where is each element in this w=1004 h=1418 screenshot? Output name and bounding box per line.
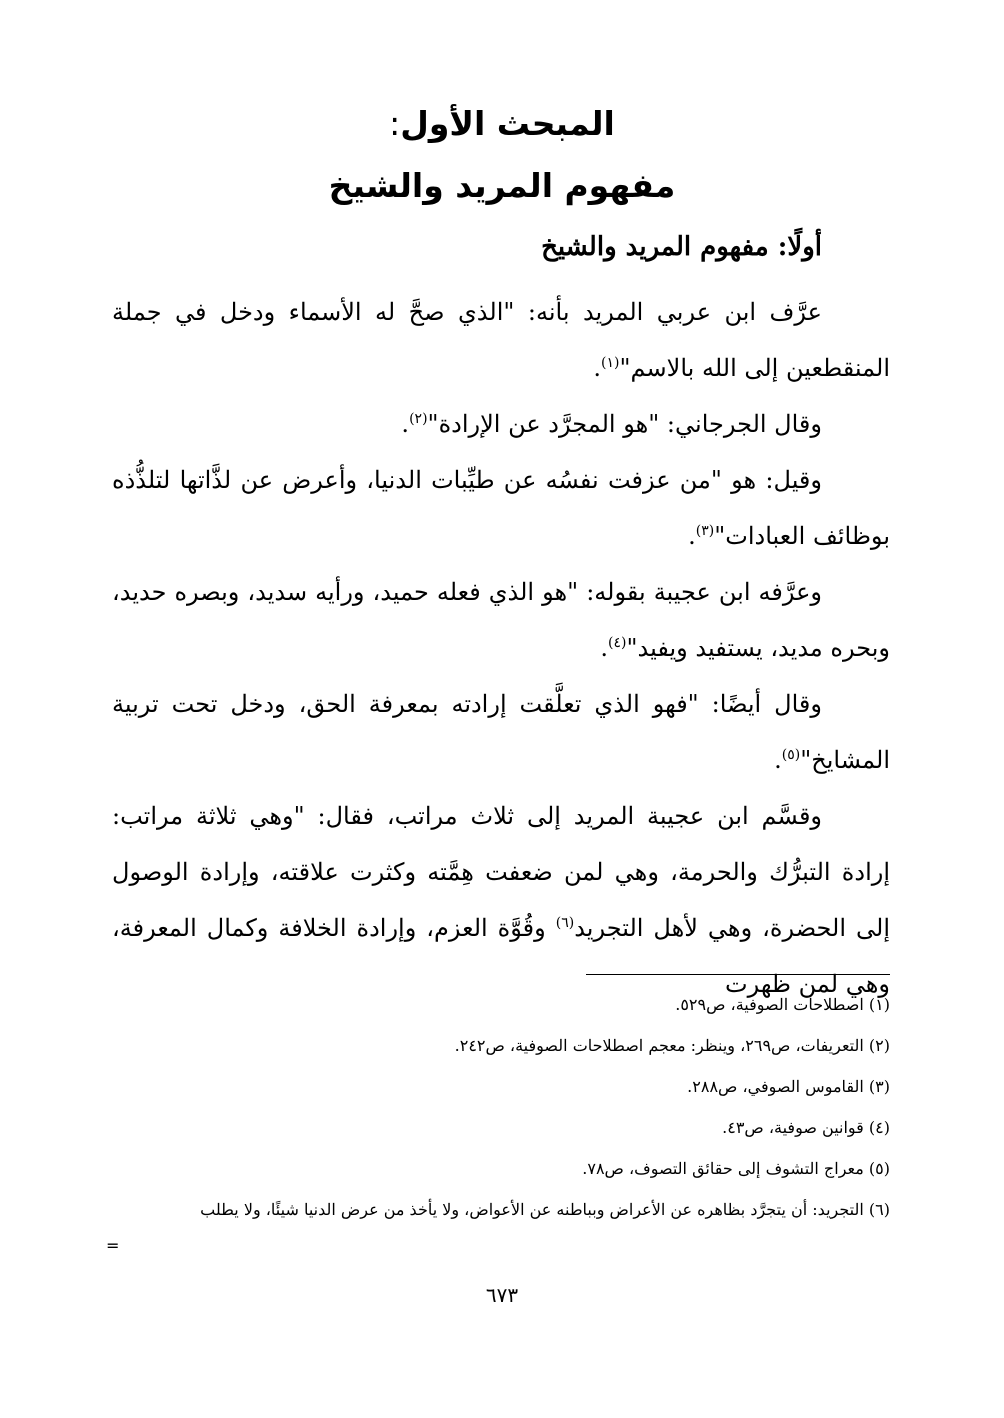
paragraph-tail: . [593, 354, 602, 382]
paragraph-2 [112, 396, 890, 452]
paragraph-text: عرَّف ابن عربي المريد بأنه: "الذي صحَّ له الأسماء ودخل في جملة المنقطعين إلى الله بالاسم" [112, 298, 890, 382]
paragraph-text: وقال الجرجاني: "هو المجرَّد عن الإرادة" [427, 410, 822, 438]
paragraph-text: وعرَّفه ابن عجيبة بقوله: "هو الذي فعله حميد، ورأيه سديد، وبصره حديد، وبحره مديد، يستفيد ويفيد" [112, 578, 890, 662]
paragraph-tail: . [688, 522, 696, 550]
footnote-4: (٤) قوانين صوفية، ص٤٣. [722, 1118, 890, 1137]
paragraph-tail: . [774, 746, 782, 774]
paragraph-1 [112, 284, 890, 396]
paragraph-text: وقال أيضًا: "فهو الذي تعلَّقت إرادته بمعرفة الحق، ودخل تحت تربية المشايخ" [112, 690, 890, 774]
section-label: المبحث الأول [400, 104, 615, 143]
footnote-divider [586, 974, 890, 975]
page-title: مفهوم المريد والشيخ [328, 166, 676, 205]
paragraph-text: وقسَّم ابن عجيبة المريد إلى ثلاث مراتب، فقال: "وهي ثلاثة مراتب: إرادة التبرُّك والحرمة، وهي لمن ضعفت هِمَّته وكثرت علاقته، وإرادة الوصول إلى الحضرة، وهي لأهل التجريد [112, 802, 890, 942]
paragraph-text: وقيل: هو "من عزفت نفسُه عن طيِّبات الدنيا، وأعرض عن لذَّاتها لتلذُّذه بوظائف العبادات" [112, 466, 890, 550]
footnote-ref: (٢) [409, 411, 428, 427]
paragraph-tail: وقُوَّة العزم، وإرادة الخلافة وكمال المعرفة، وهي لمن ظهرت [112, 914, 890, 998]
footnote-ref: (٣) [695, 523, 715, 539]
footnote-ref: (٥) [781, 747, 801, 763]
paragraph-5 [112, 676, 890, 788]
footnote-ref: (٤) [607, 635, 627, 651]
paragraph-tail: . [600, 634, 608, 662]
body-text [112, 284, 890, 1012]
footnote-continuation-mark: = [106, 1236, 120, 1255]
footnote-ref: (٦) [555, 915, 575, 931]
subheading: أولًا: مفهوم المريد والشيخ [541, 232, 822, 262]
page-number: ٦٧٣ [485, 1283, 519, 1307]
footnote-6: (٦) التجريد: أن يتجرَّد بظاهره عن الأعراض وبباطنه عن الأعواض، ولا يأخذ من عرض الدنيا شيئًا، ولا يطلب [200, 1200, 890, 1219]
footnote-ref: (١) [601, 355, 620, 371]
footnote-2: (٢) التعريفات، ص٢٦٩، وينظر: معجم اصطلاحات الصوفية، ص٢٤٢. [454, 1036, 890, 1055]
footnote-3: (٣) القاموس الصوفي، ص٢٨٨. [687, 1077, 890, 1096]
paragraph-6 [112, 788, 890, 1012]
footnote-1: (١) اصطلاحات الصوفية، ص٥٢٩. [675, 995, 890, 1014]
section-colon: : [389, 104, 401, 143]
paragraph-3 [112, 452, 890, 564]
footnote-5: (٥) معراج التشوف إلى حقائق التصوف، ص٧٨. [582, 1159, 890, 1178]
section-heading [0, 98, 1004, 150]
paragraph-4 [112, 564, 890, 676]
footnotes [112, 984, 890, 1230]
paragraph-tail: . [401, 410, 410, 438]
